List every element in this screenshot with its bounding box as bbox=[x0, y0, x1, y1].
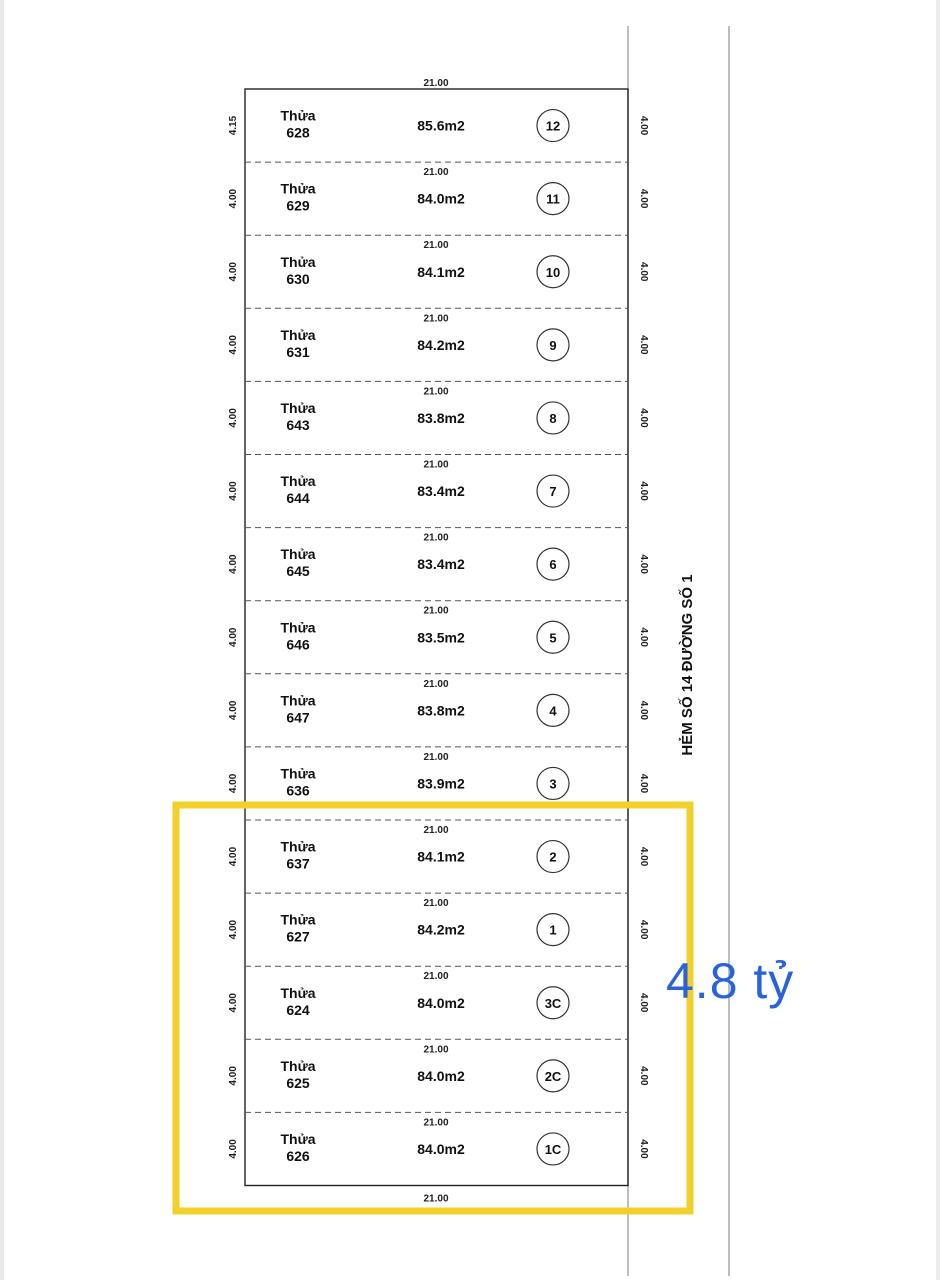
parcel-name: Thửa bbox=[280, 692, 316, 709]
plot-area: 84.0m2 bbox=[417, 1067, 465, 1084]
plot-width-label: 21.00 bbox=[423, 532, 449, 544]
parcel-number: 636 bbox=[286, 782, 310, 799]
lot-number: 10 bbox=[545, 264, 561, 280]
lot-number: 5 bbox=[549, 630, 557, 646]
plot-width-label: 21.00 bbox=[423, 313, 449, 325]
plot-left-length: 4.00 bbox=[228, 700, 239, 721]
price-label: 4.8 tỷ bbox=[666, 953, 795, 1009]
plot-width-label: 21.00 bbox=[423, 678, 449, 690]
plot-right-length: 4.00 bbox=[638, 1066, 649, 1086]
plot-width-label: 21.00 bbox=[423, 386, 449, 398]
parcel-number: 629 bbox=[286, 197, 310, 214]
plot-area: 83.4m2 bbox=[417, 483, 465, 500]
plot-right-length: 4.00 bbox=[638, 335, 649, 355]
plot-left-length: 4.15 bbox=[228, 115, 239, 136]
lot-number: 8 bbox=[549, 410, 557, 426]
parcel-name: Thửa bbox=[280, 473, 316, 490]
plot-area: 83.9m2 bbox=[417, 775, 465, 792]
parcel-name: Thửa bbox=[280, 253, 316, 270]
plot-area: 84.1m2 bbox=[417, 848, 465, 865]
bottom-width-label: 21.00 bbox=[423, 1193, 449, 1205]
parcel-number: 631 bbox=[286, 343, 310, 360]
plot-width-label: 21.00 bbox=[423, 240, 449, 252]
lot-number: 9 bbox=[549, 337, 557, 353]
plot-width-label: 21.00 bbox=[423, 1044, 449, 1056]
parcel-name: Thửa bbox=[280, 619, 316, 636]
plot-width-label: 21.00 bbox=[423, 459, 449, 471]
plot-area: 84.2m2 bbox=[417, 921, 465, 938]
plot-area: 84.1m2 bbox=[417, 263, 465, 280]
plot-area: 84.0m2 bbox=[417, 1140, 465, 1157]
plot-area: 84.0m2 bbox=[417, 190, 465, 207]
plot-left-length: 4.00 bbox=[228, 846, 239, 867]
parcel-name: Thửa bbox=[280, 180, 316, 197]
parcel-number: 644 bbox=[286, 490, 310, 507]
plot-left-length: 4.00 bbox=[228, 993, 239, 1013]
parcel-number: 643 bbox=[286, 416, 310, 433]
lot-number: 11 bbox=[546, 191, 560, 207]
plot-right-length: 4.00 bbox=[638, 262, 649, 282]
plot-width-label: 21.00 bbox=[423, 605, 449, 617]
parcel-name: Thửa bbox=[280, 1130, 316, 1147]
plot-area: 84.0m2 bbox=[417, 994, 465, 1011]
parcel-number: 647 bbox=[286, 709, 310, 726]
plot-right-length: 4.00 bbox=[638, 919, 649, 940]
plot-left-length: 4.00 bbox=[228, 1066, 239, 1086]
lot-number: 3 bbox=[549, 776, 557, 792]
plot-right-length: 4.00 bbox=[638, 700, 649, 721]
plot-area: 83.8m2 bbox=[417, 702, 465, 719]
parcel-name: Thửa bbox=[280, 984, 316, 1001]
parcel-name: Thửa bbox=[280, 107, 316, 124]
parcel-number: 625 bbox=[286, 1074, 310, 1091]
plot-right-length: 4.00 bbox=[638, 1139, 649, 1159]
plot-left-length: 4.00 bbox=[228, 188, 239, 209]
plot-width-label: 21.00 bbox=[423, 751, 449, 763]
plot-left-length: 4.00 bbox=[228, 773, 239, 794]
plot-left-length: 4.00 bbox=[228, 1139, 239, 1159]
plot-right-length: 4.00 bbox=[638, 773, 649, 794]
plot-left-length: 4.00 bbox=[228, 408, 239, 428]
lot-number: 6 bbox=[549, 557, 557, 573]
lot-number: 2C bbox=[544, 1068, 562, 1084]
plot-left-length: 4.00 bbox=[228, 919, 239, 940]
plot-width-label: 21.00 bbox=[423, 825, 449, 836]
plot-right-length: 4.00 bbox=[638, 627, 649, 647]
plot-right-length: 4.00 bbox=[638, 993, 649, 1013]
plot-left-length: 4.00 bbox=[228, 554, 239, 574]
plot-area: 83.5m2 bbox=[417, 629, 465, 646]
plot-width-label: 21.00 bbox=[423, 898, 449, 910]
lot-number: 1 bbox=[549, 922, 557, 938]
parcel-number: 624 bbox=[286, 1001, 310, 1018]
plot-width-label: 21.00 bbox=[423, 1117, 449, 1129]
parcel-number: 630 bbox=[286, 270, 310, 287]
lot-number: 4 bbox=[549, 703, 557, 719]
parcel-name: Thửa bbox=[280, 546, 316, 563]
plot-width-label: 21.00 bbox=[423, 78, 449, 89]
plot-right-length: 4.00 bbox=[638, 554, 649, 574]
parcel-name: Thửa bbox=[280, 838, 316, 855]
lot-number: 12 bbox=[545, 118, 561, 134]
plot-right-length: 4.00 bbox=[638, 846, 649, 867]
plot-area: 85.6m2 bbox=[417, 117, 465, 134]
plot-area: 83.8m2 bbox=[417, 409, 465, 426]
parcel-name: Thửa bbox=[280, 399, 316, 416]
parcel-number: 646 bbox=[286, 636, 310, 653]
plot-left-length: 4.00 bbox=[228, 335, 239, 355]
plot-left-length: 4.00 bbox=[228, 627, 239, 647]
parcel-name: Thửa bbox=[280, 911, 316, 928]
plot-right-length: 4.00 bbox=[638, 408, 649, 428]
plot-area: 84.2m2 bbox=[417, 336, 465, 353]
parcel-number: 628 bbox=[286, 124, 310, 141]
parcel-number: 645 bbox=[286, 563, 310, 580]
plot-area: 83.4m2 bbox=[417, 556, 465, 573]
parcel-number: 627 bbox=[286, 928, 310, 945]
parcel-name: Thửa bbox=[280, 326, 316, 343]
parcel-number: 626 bbox=[286, 1147, 310, 1164]
lot-number: 3C bbox=[544, 995, 562, 1011]
plot-width-label: 21.00 bbox=[423, 971, 449, 983]
lot-number: 2 bbox=[549, 849, 557, 865]
lot-number: 1C bbox=[544, 1141, 562, 1157]
parcel-name: Thửa bbox=[280, 765, 316, 782]
parcel-number: 637 bbox=[286, 855, 310, 872]
plot-right-length: 4.00 bbox=[638, 188, 649, 209]
plot-left-length: 4.00 bbox=[228, 262, 239, 282]
road-label: HẺM SỐ 14 ĐƯỜNG SỐ 1 bbox=[679, 574, 696, 756]
plot-right-length: 4.00 bbox=[638, 115, 649, 136]
plot-right-length: 4.00 bbox=[638, 481, 649, 501]
lot-number: 7 bbox=[549, 484, 557, 500]
plot-width-label: 21.00 bbox=[423, 167, 449, 179]
parcel-name: Thửa bbox=[280, 1057, 316, 1074]
plot-left-length: 4.00 bbox=[228, 481, 239, 501]
